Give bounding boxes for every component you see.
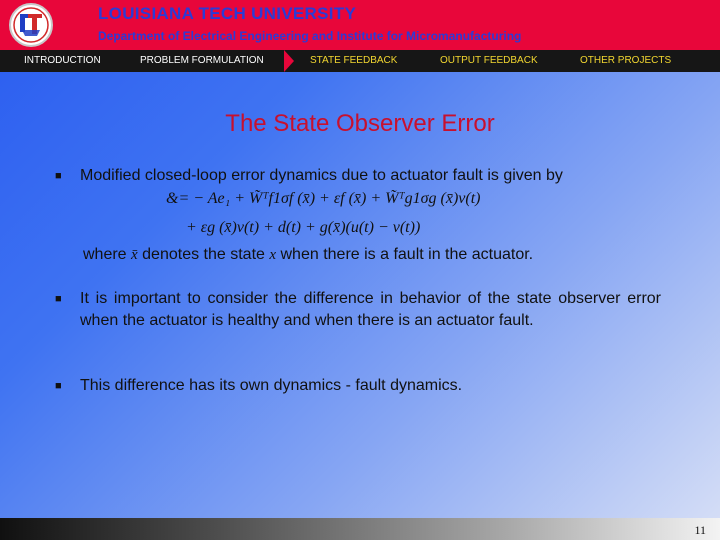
nav-item-other-projects[interactable]: OTHER PROJECTS [580,55,672,66]
university-name: LOUISIANA TECH UNIVERSITY [98,4,357,23]
nav-item-problem-formulation[interactable]: PROBLEM FORMULATION [140,55,264,66]
where-mid: denotes the state [142,246,265,263]
active-section-arrow-icon [284,50,294,72]
where-variable: x̄ [131,247,138,263]
where-line [83,244,533,266]
nav-item-output-feedback[interactable]: OUTPUT FEEDBACK [440,55,538,66]
where-suffix: when there is a fault in the actuator. [280,246,534,263]
nav-item-introduction[interactable]: INTRODUCTION [24,55,101,66]
where-prefix: where [83,246,127,263]
page-number: 11 [694,523,706,537]
university-logo [6,2,56,48]
nav-item-state-feedback[interactable]: STATE FEEDBACK [310,55,398,66]
slide-title: The State Observer Error [225,110,495,137]
footer-bar [0,518,720,540]
department-name: Department of Electrical Engineering and Institute for Micromanufacturing [98,29,522,43]
bullet-icon: ■ [55,380,62,392]
bullet-3-text: This difference has its own dynamics - fault dynamics. [80,377,463,394]
where-x: x [269,247,277,263]
equation-line-2: + εg (x̄)v(t) + d(t) + g(x̄)(u(t) − v(t)) [186,219,421,236]
equation-line-1: &= − Ae₁ + W̃ᵀf1σf (x̄) + εf (x̄) + W̃ᵀg1σg (x̄)v(t) [166,190,481,207]
bullet-1-text: Modified closed-loop error dynamics due to actuator fault is given by [80,167,563,184]
bullet-2-text: It is important to consider the difference in behavior of the state observer error when the actuator is healthy and when there is an actuator fault. [80,290,661,329]
bullet-icon: ■ [55,293,62,305]
nav-bar [0,50,720,72]
header-bar [0,0,720,50]
bullet-icon: ■ [55,170,62,182]
